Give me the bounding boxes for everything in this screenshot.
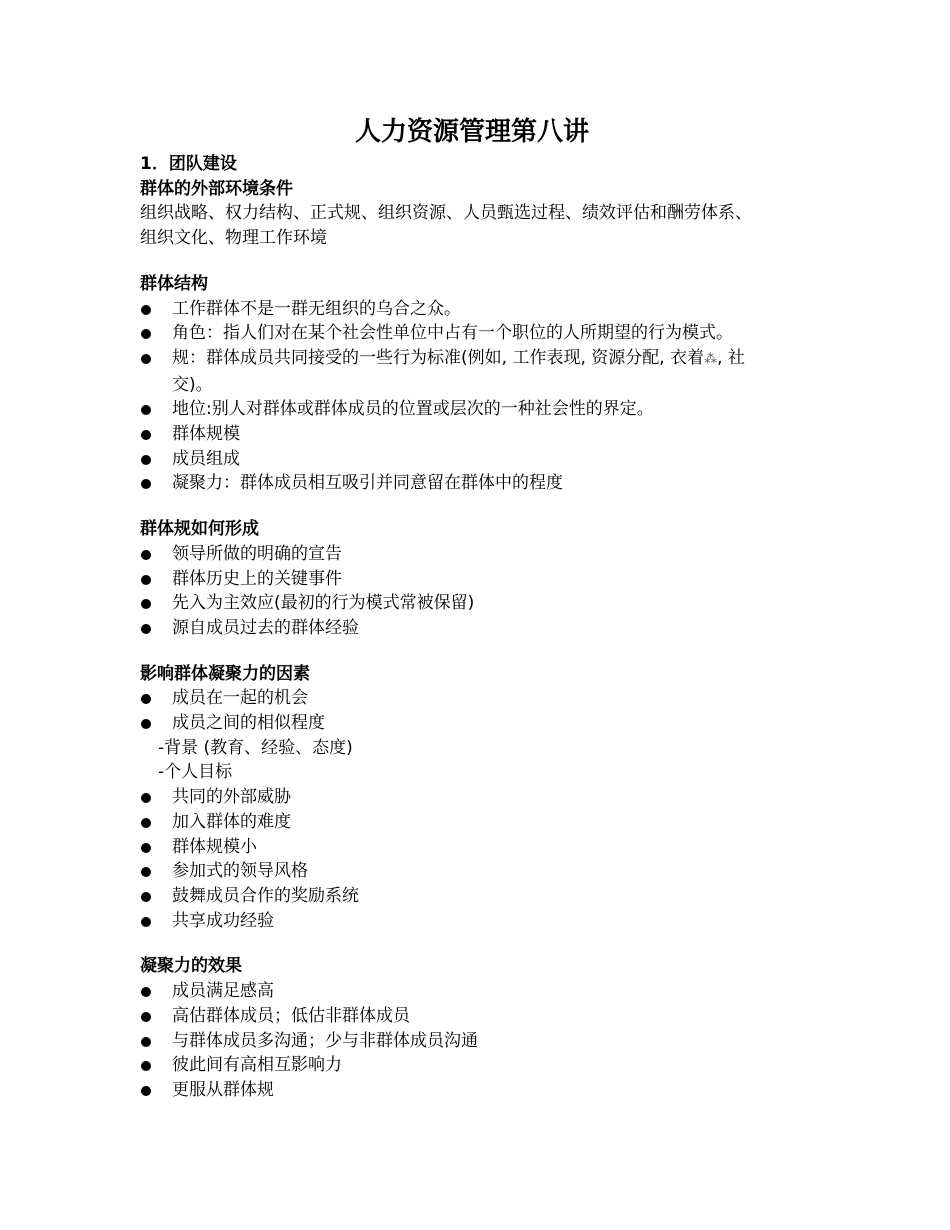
bullet-icon (141, 818, 151, 828)
bullet-icon (141, 354, 151, 364)
spacer (140, 933, 810, 954)
list-item: 共享成功经验 (140, 909, 810, 934)
list-item: 源自成员过去的群体经验 (140, 616, 810, 641)
bullet-icon (141, 987, 151, 997)
unknown-glyph: ⁂ (704, 351, 718, 367)
list-item: 更服从群体规 (140, 1078, 810, 1103)
list-item: 群体规模小 (140, 835, 810, 860)
bullet-icon (141, 867, 151, 877)
bullet-icon (141, 550, 151, 560)
section-heading-cohesion-effects: 凝聚力的效果 (140, 956, 242, 977)
section-heading-norm-formation: 群体规如何形成 (140, 519, 259, 540)
list-item: 加入群体的难度 (140, 810, 810, 835)
list-item: 凝聚力：群体成员相互吸引并同意留在群体中的程度 (140, 471, 810, 496)
bullet-icon (141, 1012, 151, 1022)
bullet-icon (141, 917, 151, 927)
list-item: 群体历史上的关键事件 (140, 567, 810, 592)
bullet-icon (141, 793, 151, 803)
list-item: 高估群体成员；低估非群体成员 (140, 1004, 810, 1029)
paragraph-line-2: 组织文化、物理工作环境 (140, 228, 327, 249)
list-item: 领导所做的明确的宣告 (140, 542, 810, 567)
bullet-icon (141, 1037, 151, 1047)
list-item: 成员组成 (140, 447, 810, 472)
bullet-icon (141, 405, 151, 415)
bullet-icon (141, 479, 151, 489)
list-item: 群体规模 (140, 422, 810, 447)
list-item: 参加式的领导风格 (140, 859, 810, 884)
bullet-icon (141, 694, 151, 704)
list-item: 工作群体不是一群无组织的乌合之众。 (140, 297, 810, 322)
bullet-icon (141, 1061, 151, 1071)
spacer (140, 251, 810, 272)
bullet-icon (141, 575, 151, 585)
list-item: 成员满足感高 (140, 979, 810, 1004)
subheading-external-conditions: 群体的外部环境条件 (140, 178, 293, 199)
bullet-icon (141, 305, 151, 315)
bullet-icon (141, 843, 151, 853)
bullet-icon (141, 624, 151, 634)
list-item: 先入为主效应(最初的行为模式常被保留) (140, 591, 810, 616)
list-item: 共同的外部威胁 (140, 785, 810, 810)
list-item: 成员之间的相似程度 (140, 711, 810, 736)
section-heading-cohesion-factors: 影响群体凝聚力的因素 (140, 663, 310, 684)
bullet-icon (141, 599, 151, 609)
list-item: 与群体成员多沟通；少与非群体成员沟通 (140, 1029, 810, 1054)
bullet-icon (141, 892, 151, 902)
bullet-icon (141, 719, 151, 729)
document-title: 人力资源管理第八讲 (354, 117, 589, 147)
spacer (140, 641, 810, 662)
list-item: 地位:别人对群体或群体成员的位置或层次的一种社会性的界定。 (140, 397, 810, 422)
list-item: 角色：指人们对在某个社会性单位中占有一个职位的人所期望的行为模式。 (140, 321, 810, 346)
bullet-icon (141, 1086, 151, 1096)
bullet-icon (141, 430, 151, 440)
list-item-norms: 规：群体成员共同接受的一些行为标准(例如, 工作表现, 资源分配, 衣着⁂, 社 交)。 (140, 346, 810, 397)
list-item: 彼此间有高相互影响力 (140, 1053, 810, 1078)
bullet-icon (141, 455, 151, 465)
list-item: 鼓舞成员合作的奖励系统 (140, 884, 810, 909)
list-item: 成员在一起的机会 (140, 686, 810, 711)
sub-item: -背景 (教育、经验、态度) (158, 737, 353, 758)
bullet-icon (141, 329, 151, 339)
sub-item: -个人目标 (158, 762, 233, 783)
section-heading-team: 1．团队建设 (140, 154, 237, 174)
paragraph-line-1: 组织战略、权力结构、正式规、组织资源、人员甄选过程、绩效评估和酬劳体系、 (140, 203, 752, 224)
document-page (140, 112, 810, 1103)
section-heading-structure: 群体结构 (140, 273, 208, 294)
spacer (140, 496, 810, 517)
